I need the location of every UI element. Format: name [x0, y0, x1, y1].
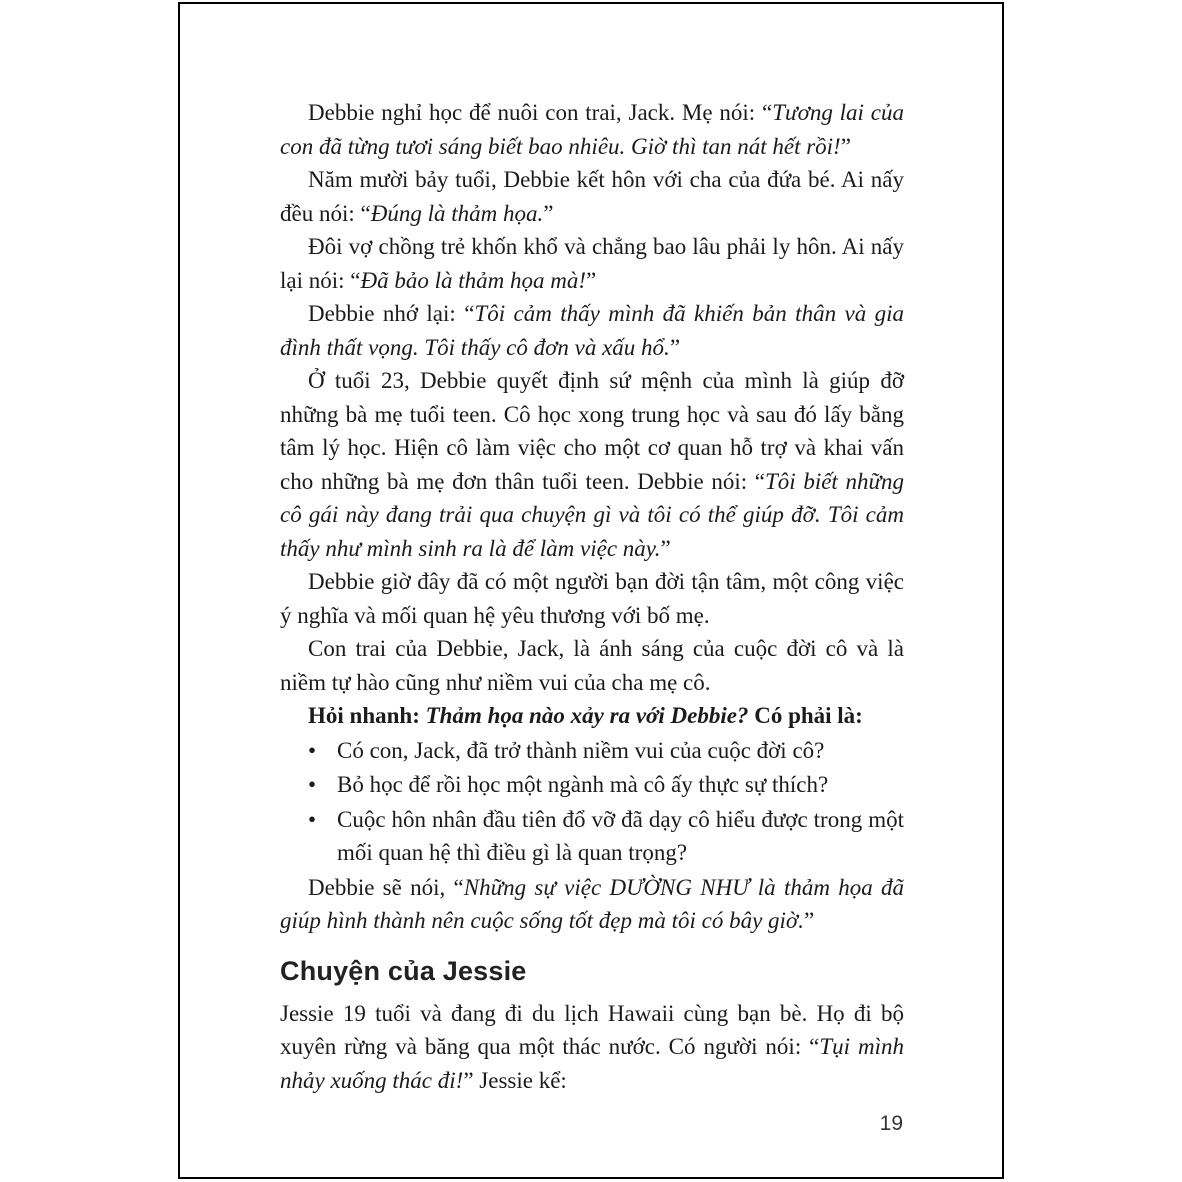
text-segment: Tương lai của con đã từng tươi sáng biết bao nhiêu. Giờ thì tan nát hết rồi! [280, 100, 904, 159]
text-segment: Ở tuổi 23, Debbie quyết định sứ mệnh của mình là giúp đỡ những bà mẹ tuổi teen. Cô học xong trung học và sau đó lấy bằng tâm lý học. Hiện cô làm việc cho một cơ quan hỗ trợ và khai vấn cho những bà mẹ đơn thân tuổi teen. Debbie nói: “ [280, 368, 904, 494]
paragraph [280, 632, 904, 699]
text-segment: ” [660, 535, 671, 561]
text-segment: Debbie nhớ lại: “ [308, 301, 475, 326]
text-segment: Đã bảo là thảm họa mà! [360, 267, 587, 293]
page-content [280, 96, 904, 1097]
paragraph [280, 699, 904, 733]
text-segment: Debbie sẽ nói, “ [308, 874, 464, 900]
text-segment: Tôi biết những cô gái này đang trải qua chuyện gì và tôi có thể giúp đỡ. Tôi cảm thấy như mình sinh ra là để làm việc này. [280, 468, 904, 561]
text-segment: Tụi mình nhảy xuống thác đi! [280, 1034, 905, 1093]
text-segment: Có con, Jack, đã trở thành niềm vui của cuộc đời cô? [337, 737, 825, 763]
text-segment: Cuộc hôn nhân đầu tiên đổ vỡ đã dạy cô hiểu được trong một mối quan hệ thì điều gì là quan trọng? [337, 806, 904, 865]
text-segment: Hỏi nhanh: [308, 703, 426, 728]
paragraph [280, 163, 904, 230]
text-segment: ” [586, 267, 597, 293]
paragraph [280, 297, 904, 364]
text-segment: ” [543, 200, 554, 226]
paragraph [280, 96, 904, 163]
paragraph [280, 997, 904, 1098]
text-segment: ” [803, 908, 815, 933]
text-segment: Thảm họa nào xảy ra với Debbie? [425, 703, 749, 728]
section-heading: Chuyện của Jessie [280, 955, 527, 986]
bullet-list [280, 734, 904, 870]
text-segment: ” [669, 334, 681, 360]
book-page [178, 2, 1004, 1179]
text-segment: Con trai của Debbie, Jack, là ánh sáng của cuộc đời cô và là niềm tự hào cũng như niềm vui của cha mẹ cô. [280, 636, 904, 695]
text-segment: Đôi vợ chồng trẻ khốn khổ và chẳng bao lâu phải ly hôn. Ai nấy lại nói: “ [280, 234, 904, 293]
text-segment: Debbie giờ đây đã có một người bạn đời tận tâm, một công việc ý nghĩa và mối quan hệ yêu thương với bố mẹ. [280, 569, 904, 628]
text-segment: ” Jessie kể: [463, 1067, 567, 1093]
bullet-item [280, 768, 904, 802]
text-segment: Những sự việc DƯỜNG NHƯ là thảm họa đã giúp hình thành nên cuộc sống tốt đẹp mà tôi có bây giờ. [280, 874, 904, 933]
paragraph [280, 565, 904, 632]
text-segment: Bỏ học để rồi học một ngành mà cô ấy thực sự thích? [337, 772, 829, 797]
paragraph [280, 230, 904, 297]
bullet-item [280, 734, 904, 768]
text-segment: Debbie nghỉ học để nuôi con trai, Jack. Mẹ nói: “ [308, 100, 773, 125]
text-segment: Tôi cảm thấy mình đã khiến bản thân và gia đình thất vọng. Tôi thấy cô đơn và xấu hổ. [280, 301, 904, 360]
text-segment: Đúng là thảm họa. [370, 200, 544, 226]
text-segment: Năm mười bảy tuổi, Debbie kết hôn với cha của đứa bé. Ai nấy đều nói: “ [280, 167, 904, 226]
page-number: 19 [879, 1112, 903, 1135]
bullet-item [280, 803, 904, 870]
paragraph [280, 364, 904, 565]
text-segment: Jessie 19 tuổi và đang đi du lịch Hawaii cùng bạn bè. Họ đi bộ xuyên rừng và băng qua một thác nước. Có người nói: “ [280, 1000, 904, 1059]
text-segment: ” [840, 133, 851, 159]
text-segment: Có phải là: [748, 703, 863, 728]
paragraph [280, 871, 904, 938]
